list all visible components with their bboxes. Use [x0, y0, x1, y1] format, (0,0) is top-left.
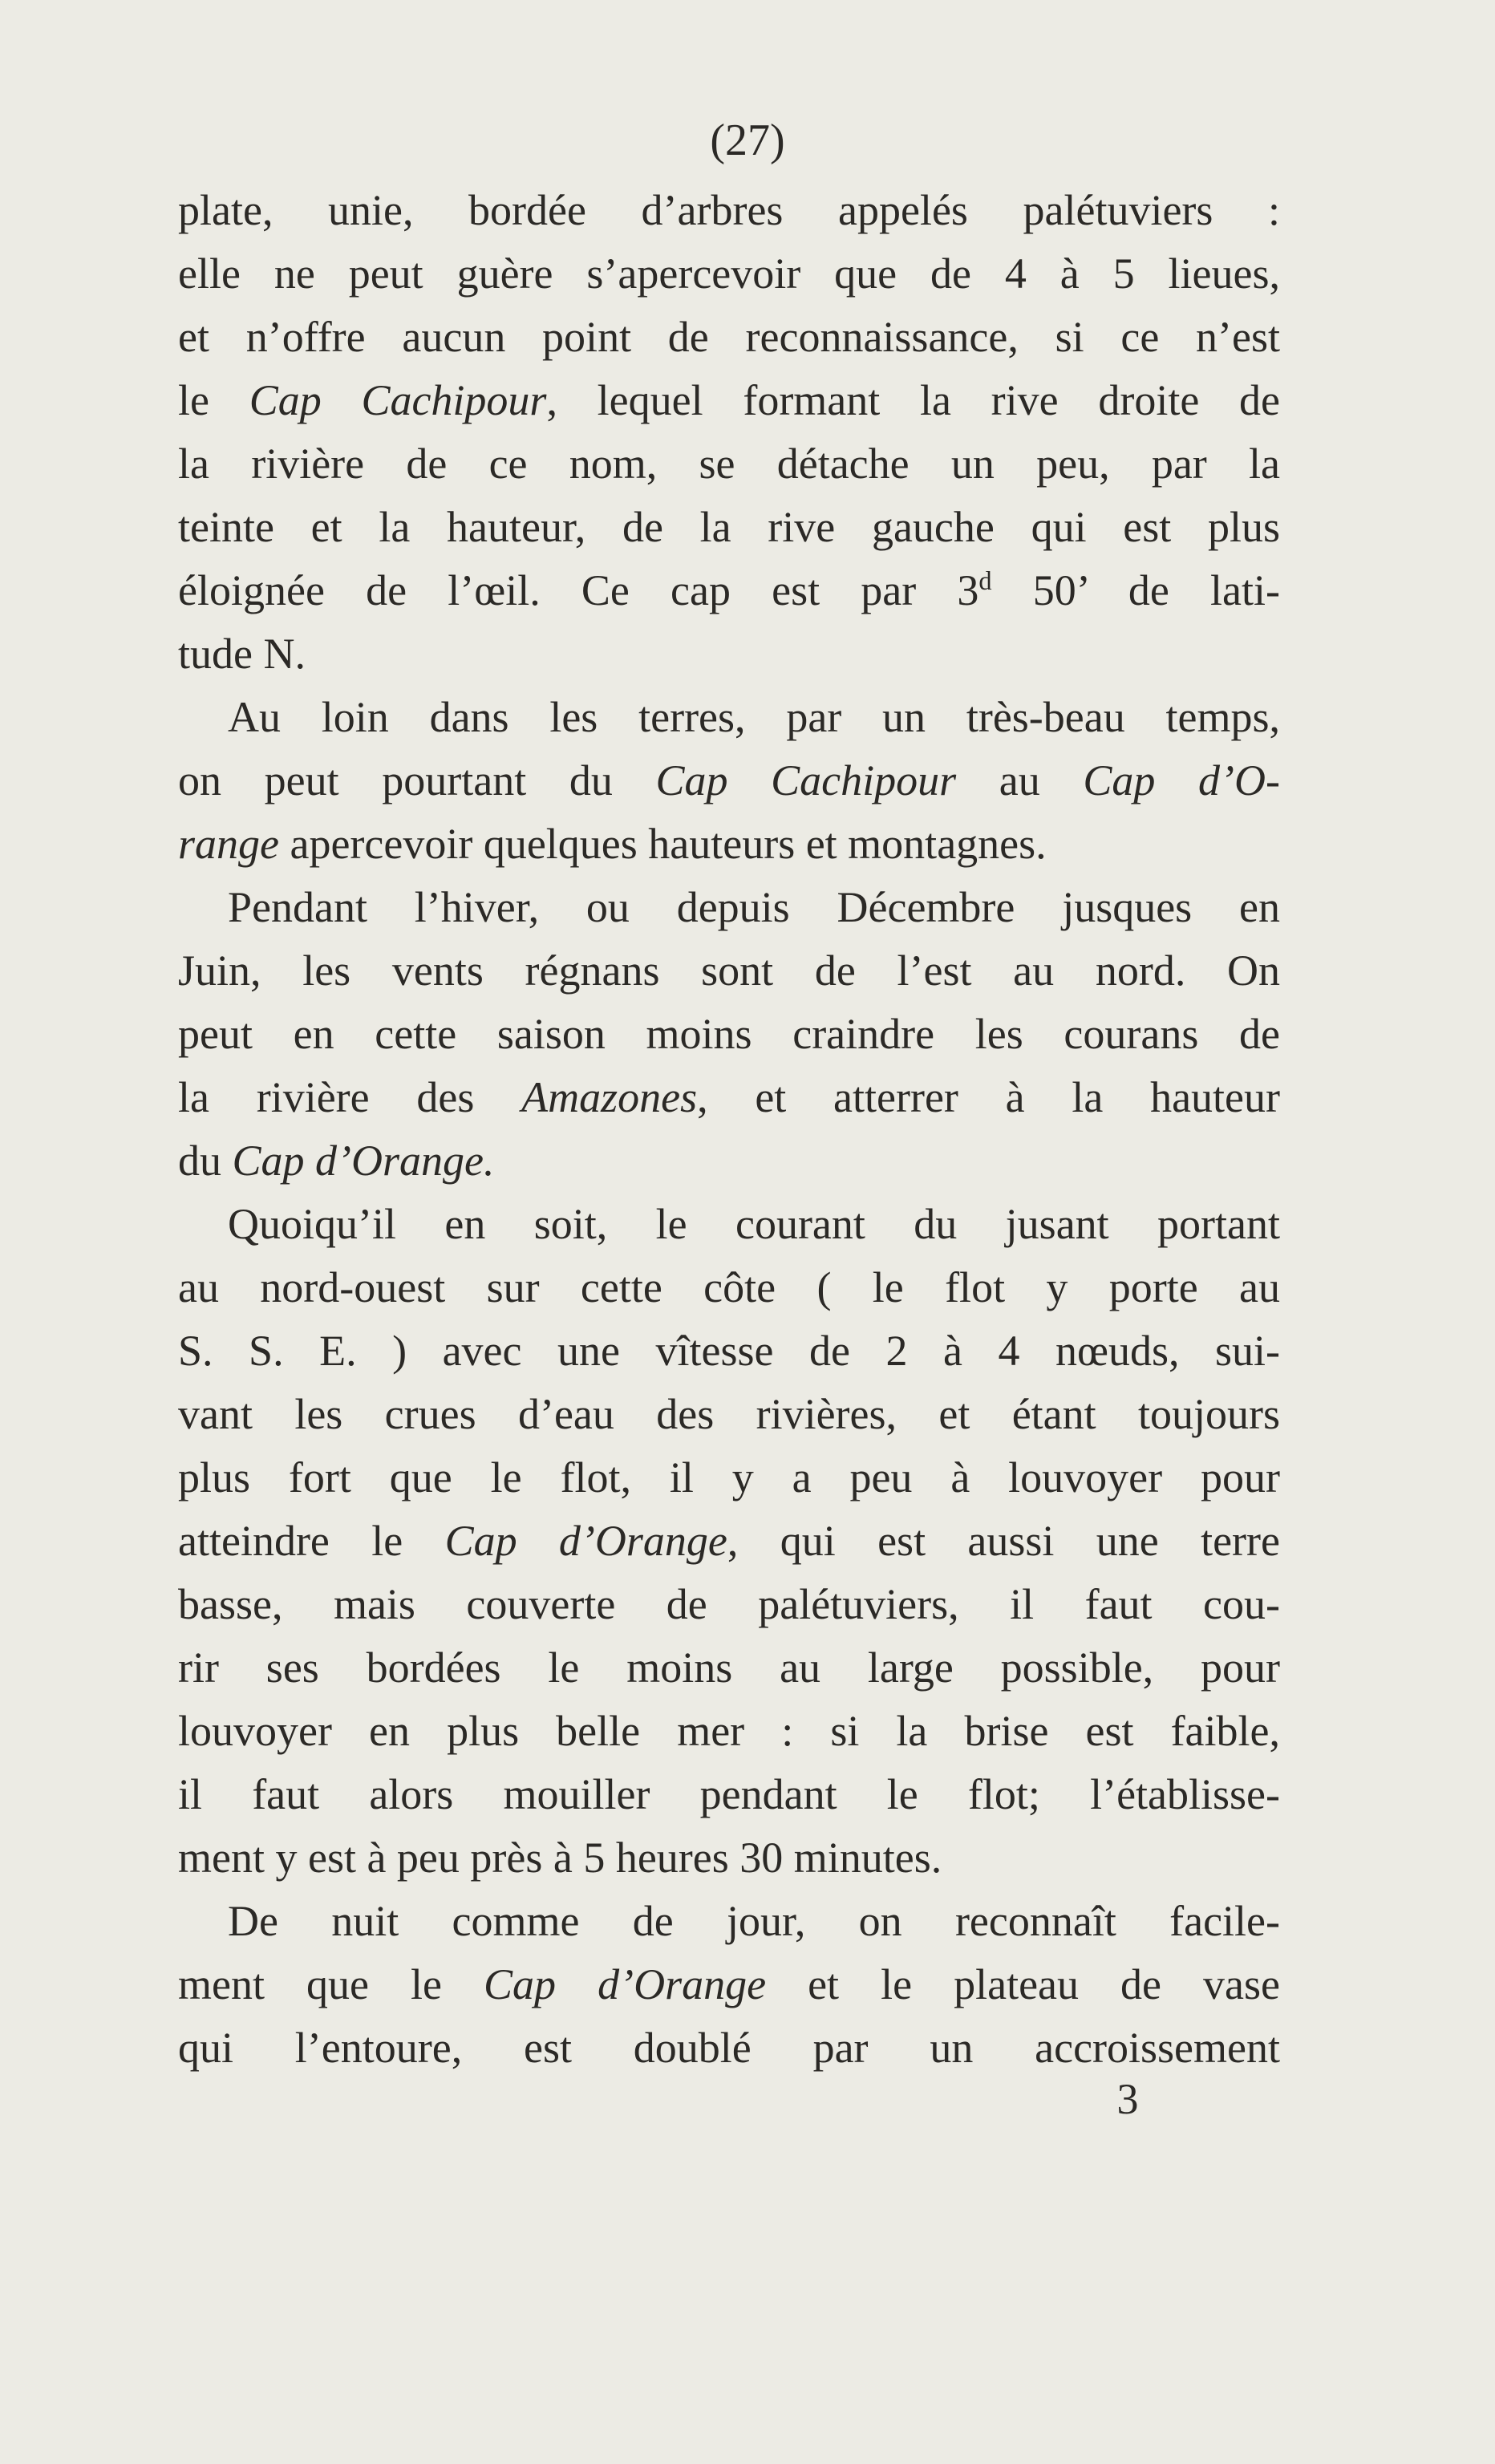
italic-text: Cap d’Orange.	[232, 1137, 495, 1185]
text-segment: il faut alors mouiller pendant le flot; l’établisse-	[178, 1770, 1280, 1818]
text-line	[178, 939, 1280, 1003]
text-line	[178, 1636, 1280, 1700]
text-segment: louvoyer en plus belle mer : si la brise est faible,	[178, 1707, 1280, 1755]
superscript: d	[978, 567, 992, 596]
text-segment: au	[956, 756, 1084, 804]
text-line	[178, 1826, 1280, 1890]
text-segment: S. S. E. ) avec une vîtesse de 2 à 4 nœuds, sui-	[178, 1327, 1280, 1375]
text-segment: qui l’entoure, est doublé par un accroissement	[178, 2024, 1280, 2072]
text-line	[178, 1003, 1280, 1066]
text-line	[178, 749, 1280, 813]
text-segment: atteindre le	[178, 1517, 445, 1565]
signature-mark: 3	[1116, 2075, 1139, 2123]
text-line	[178, 179, 1280, 242]
italic-text: Cap d’O-	[1083, 756, 1280, 804]
text-segment: la rivière des	[178, 1073, 522, 1121]
text-line	[178, 1763, 1280, 1826]
italic-text: Cap Cachipour	[249, 376, 547, 424]
text-line	[178, 1383, 1280, 1446]
text-line	[178, 369, 1280, 432]
text-line	[178, 1953, 1280, 2016]
italic-text: Amazones	[521, 1073, 698, 1121]
text-segment: , et atterrer à la hauteur	[697, 1073, 1281, 1121]
text-segment: apercevoir quelques hauteurs et montagnes.	[278, 820, 1047, 868]
text-segment: du	[178, 1137, 233, 1185]
text-segment: Juin, les vents régnans sont de l’est au nord. On	[178, 946, 1280, 995]
page-number: (27)	[710, 116, 785, 165]
text-segment: De nuit comme de jour, on reconnaît facile-	[228, 1897, 1280, 1945]
text-segment: Au loin dans les terres, par un très-beau temps,	[228, 693, 1280, 741]
text-segment: rir ses bordées le moins au large possible, pour	[178, 1643, 1280, 1692]
text-line	[178, 242, 1280, 306]
text-line	[178, 1066, 1280, 1129]
text-line	[178, 1256, 1280, 1319]
text-line	[178, 1510, 1280, 1573]
text-line	[178, 813, 1280, 876]
text-segment: basse, mais couverte de palétuviers, il faut cou-	[178, 1580, 1280, 1628]
text-line	[178, 1573, 1280, 1636]
text-line	[178, 1446, 1280, 1510]
text-segment: au nord-ouest sur cette côte ( le flot y porte au	[178, 1263, 1280, 1311]
text-segment: tude N.	[178, 630, 306, 678]
text-line	[178, 622, 1280, 686]
text-segment: Pendant l’hiver, ou depuis Décembre jusques en	[228, 883, 1280, 931]
text-segment: on peut pourtant du	[178, 756, 656, 804]
text-segment: ment y est à peu près à 5 heures 30 minutes.	[178, 1834, 942, 1882]
text-segment: plus fort que le flot, il y a peu à louvoyer pour	[178, 1453, 1280, 1502]
text-segment: plate, unie, bordée d’arbres appelés palétuviers :	[178, 186, 1280, 234]
text-segment: éloignée de l’œil. Ce cap est par 3	[178, 566, 979, 614]
text-line	[178, 1319, 1280, 1383]
text-line	[178, 1890, 1280, 1953]
text-line	[178, 1700, 1280, 1763]
text-line	[178, 1129, 1280, 1193]
text-segment: vant les crues d’eau des rivières, et étant toujours	[178, 1390, 1280, 1438]
text-line	[178, 496, 1280, 559]
text-segment: Quoiqu’il en soit, le courant du jusant portant	[228, 1200, 1280, 1248]
text-segment: et n’offre aucun point de reconnaissance, si ce n’est	[178, 313, 1280, 361]
text-segment: peut en cette saison moins craindre les courans de	[178, 1010, 1280, 1058]
text-line	[178, 876, 1280, 939]
italic-text: Cap Cachipour	[655, 756, 957, 804]
text-segment: , lequel formant la rive droite de	[546, 376, 1280, 424]
text-segment: la rivière de ce nom, se détache un peu, par la	[178, 440, 1280, 488]
text-line	[178, 432, 1280, 496]
text-segment: 50’ de lati-	[991, 566, 1280, 614]
text-line	[178, 306, 1280, 369]
italic-text: Cap d’Orange	[444, 1517, 727, 1565]
text-segment: elle ne peut guère s’apercevoir que de 4 à 5 lieues,	[178, 249, 1280, 298]
text-segment: teinte et la hauteur, de la rive gauche qui est plus	[178, 503, 1280, 551]
text-line	[178, 686, 1280, 749]
body-text	[178, 179, 1280, 2080]
italic-text: Cap d’Orange	[484, 1960, 767, 2008]
text-segment: , qui est aussi une terre	[727, 1517, 1280, 1565]
text-line	[178, 1193, 1280, 1256]
italic-text: range	[178, 820, 279, 868]
text-segment: le	[178, 376, 249, 424]
text-segment: et le plateau de vase	[766, 1960, 1280, 2008]
text-line	[178, 559, 1280, 622]
text-segment: ment que le	[178, 1960, 484, 2008]
